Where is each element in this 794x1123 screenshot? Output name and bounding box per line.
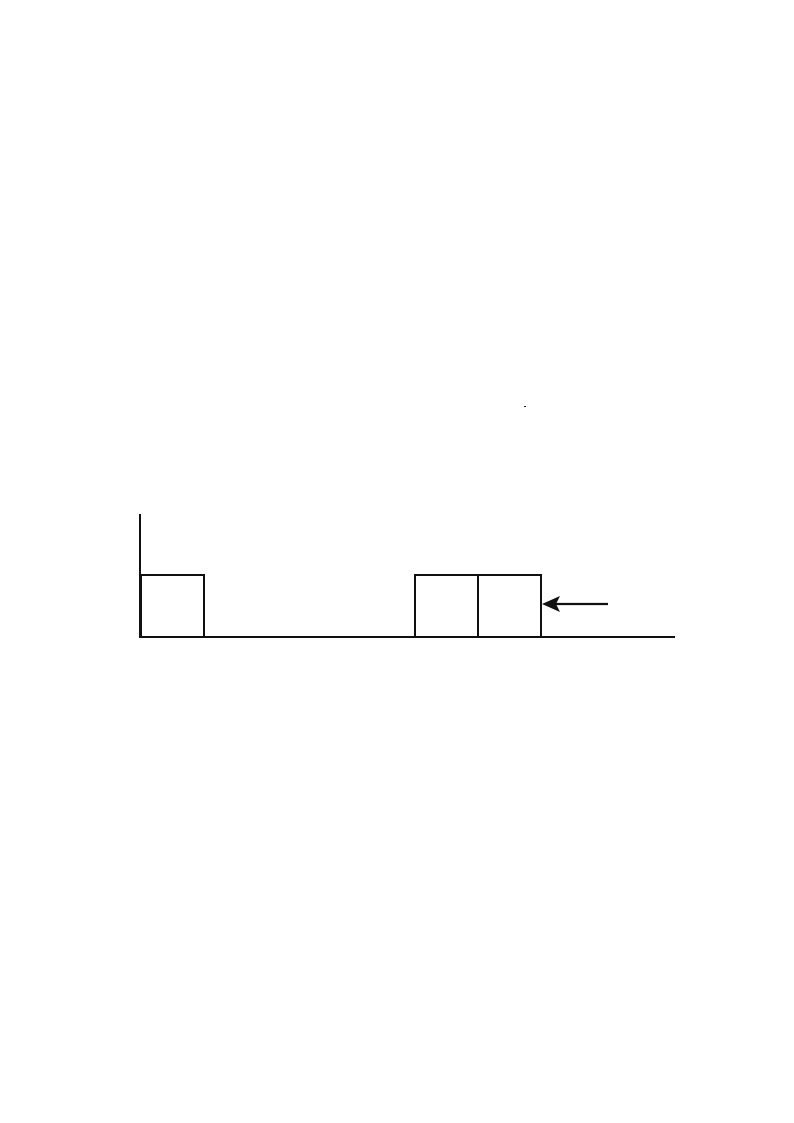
block-b	[415, 575, 478, 637]
formula-fraction	[524, 406, 526, 407]
block-a	[141, 575, 204, 637]
block-c	[478, 575, 541, 637]
elastic-potential-formula	[524, 398, 526, 415]
fraction-numerator	[524, 406, 526, 407]
physics-diagram	[110, 508, 690, 660]
